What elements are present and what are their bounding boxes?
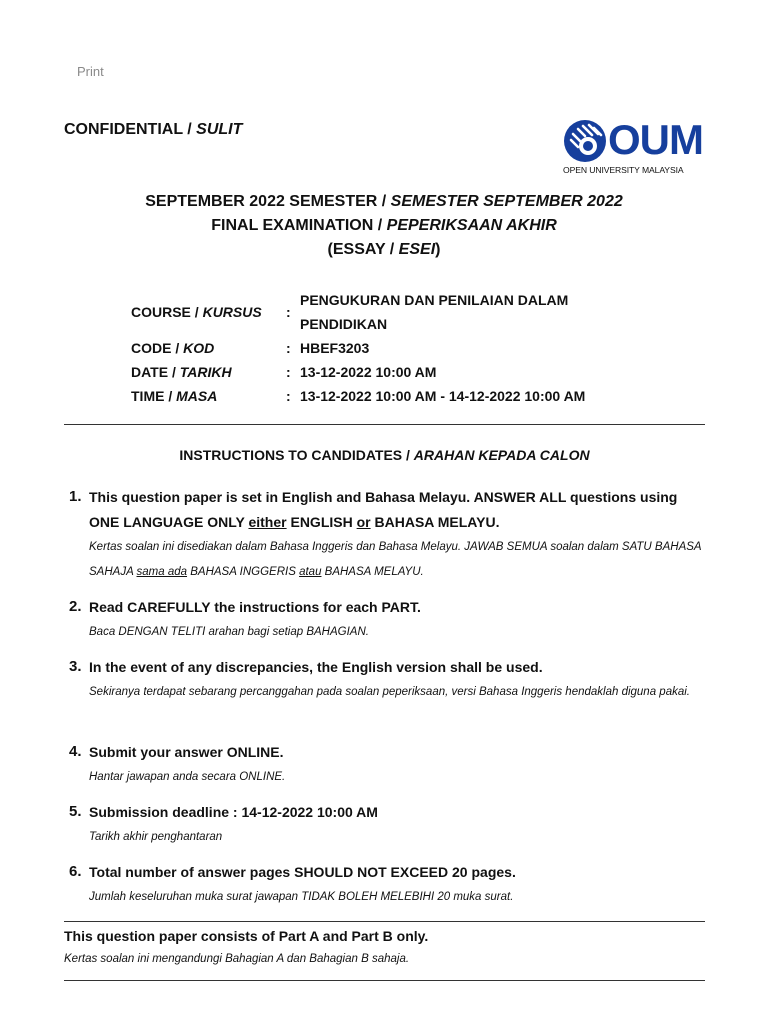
paren: ) [435, 241, 441, 258]
course-label: COURSE / KURSUS [131, 304, 262, 320]
underlined-text: atau [299, 566, 322, 578]
instruction-number: 4. [69, 743, 82, 760]
course-value-line2: PENDIDIKAN [300, 316, 388, 332]
exam-details [131, 288, 600, 408]
text: BAHASA MELAYU. [370, 514, 500, 530]
code-row [131, 336, 600, 360]
underlined-text: or [356, 514, 371, 530]
text: This question paper is set in English and Bahasa Melayu. ANSWER ALL questions using ONE LANGUAGE ONLY [89, 489, 678, 530]
instruction-ms: Jumlah keseluruhan muka surat jawapan TIDAK BOLEH MELEBIHI 20 muka surat. [89, 891, 514, 903]
instruction-ms: Hantar jawapan anda secara ONLINE. [89, 771, 286, 783]
instruction-en: Total number of answer pages SHOULD NOT EXCEED 20 pages. [89, 864, 516, 880]
code-value: HBEF3203 [300, 340, 370, 356]
course-label-ms: KURSUS [202, 304, 262, 320]
instruction-ms: Baca DENGAN TELITI arahan bagi setiap BAHAGIAN. [89, 626, 369, 638]
instruction-6 [64, 860, 704, 910]
oum-subtitle: OPEN UNIVERSITY MALAYSIA [563, 165, 684, 175]
course-label-en: COURSE [131, 304, 191, 320]
type-en: ESSAY [332, 241, 386, 258]
semester-en: SEPTEMBER 2022 SEMESTER [145, 193, 378, 210]
print-link[interactable]: Print [77, 64, 104, 79]
text: BAHASA MELAYU. [321, 566, 424, 578]
colon: : [286, 340, 291, 356]
separator: / [182, 121, 197, 138]
instructions-title-ms: ARAHAN KEPADA CALON [413, 447, 590, 463]
exam-header [64, 190, 704, 262]
instruction-3 [64, 655, 704, 705]
type-line [64, 238, 704, 262]
code-label-ms: KOD [183, 340, 215, 356]
text: BAHASA INGGERIS [187, 566, 300, 578]
instruction-number: 2. [69, 598, 82, 615]
code-label-en: CODE [131, 340, 172, 356]
semester-ms: SEMESTER SEPTEMBER 2022 [390, 193, 623, 210]
instruction-2 [64, 595, 704, 645]
exam-ms: PEPERIKSAAN AKHIR [386, 217, 557, 234]
semester-line [64, 190, 704, 214]
divider [64, 980, 705, 981]
type-ms: ESEI [398, 241, 436, 258]
underlined-text: either [248, 514, 287, 530]
colon: : [286, 304, 291, 320]
date-value: 13-12-2022 10:00 AM [300, 364, 437, 380]
separator: / [385, 241, 399, 258]
oum-logo [563, 116, 707, 180]
instruction-ms [89, 535, 704, 585]
instructions-title-en: INSTRUCTIONS TO CANDIDATES [179, 447, 403, 463]
date-label-ms: TARIKH [179, 364, 232, 380]
date-label-en: DATE [131, 364, 169, 380]
paper-parts-ms: Kertas soalan ini mengandungi Bahagian A dan Bahagian B sahaja. [64, 953, 410, 965]
oum-emblem-icon [563, 119, 607, 163]
confidential-ms: SULIT [196, 121, 243, 138]
paren: ( [327, 241, 333, 258]
time-value: 13-12-2022 10:00 AM - 14-12-2022 10:00 AM [300, 388, 586, 404]
course-row [131, 288, 600, 336]
instruction-number: 3. [69, 658, 82, 675]
instruction-en [89, 485, 704, 535]
date-label: DATE / TARIKH [131, 364, 232, 380]
instruction-number: 6. [69, 863, 82, 880]
colon: : [286, 388, 291, 404]
instruction-number: 5. [69, 803, 82, 820]
divider [64, 424, 705, 425]
instruction-5 [64, 800, 704, 850]
instruction-ms: Sekiranya terdapat sebarang percanggahan pada soalan peperiksaan, versi Bahasa Inggeris hendaklah diguna pakai. [89, 686, 690, 698]
paper-parts-en: This question paper consists of Part A and Part B only. [64, 928, 429, 944]
instructions-title: INSTRUCTIONS TO CANDIDATES / ARAHAN KEPADA CALON [179, 447, 590, 463]
divider [64, 921, 705, 922]
time-label: TIME / MASA [131, 388, 218, 404]
separator: / [377, 193, 391, 210]
confidential-label [64, 121, 242, 139]
instruction-en: Submit your answer ONLINE. [89, 744, 284, 760]
time-label-en: TIME [131, 388, 165, 404]
exam-en: FINAL EXAMINATION [211, 217, 374, 234]
instruction-1 [64, 485, 704, 585]
exam-line [64, 214, 704, 238]
text: Kertas soalan ini disediakan dalam Bahasa Inggeris dan Bahasa Melayu. JAWAB SEMUA soalan dalam SATU BAHASA SAHAJA [89, 541, 702, 578]
date-row [131, 360, 600, 384]
instruction-en: Read CAREFULLY the instructions for each PART. [89, 599, 421, 615]
instruction-ms: Tarikh akhir penghantaran [89, 831, 223, 843]
separator: / [373, 217, 387, 234]
time-row [131, 384, 600, 408]
code-label: CODE / KOD [131, 340, 215, 356]
course-value [300, 288, 600, 336]
instruction-en: Submission deadline : 14-12-2022 10:00 AM [89, 804, 378, 820]
course-value-line1: PENGUKURAN DAN PENILAIAN DALAM [300, 292, 569, 308]
instruction-en: In the event of any discrepancies, the English version shall be used. [89, 659, 543, 675]
time-label-ms: MASA [176, 388, 218, 404]
confidential-en: CONFIDENTIAL [64, 121, 183, 138]
oum-wordmark: OUM [608, 116, 703, 163]
text: ENGLISH [286, 514, 357, 530]
instruction-4 [64, 740, 704, 790]
colon: : [286, 364, 291, 380]
underlined-text: sama ada [136, 566, 188, 578]
instruction-number: 1. [69, 488, 82, 505]
